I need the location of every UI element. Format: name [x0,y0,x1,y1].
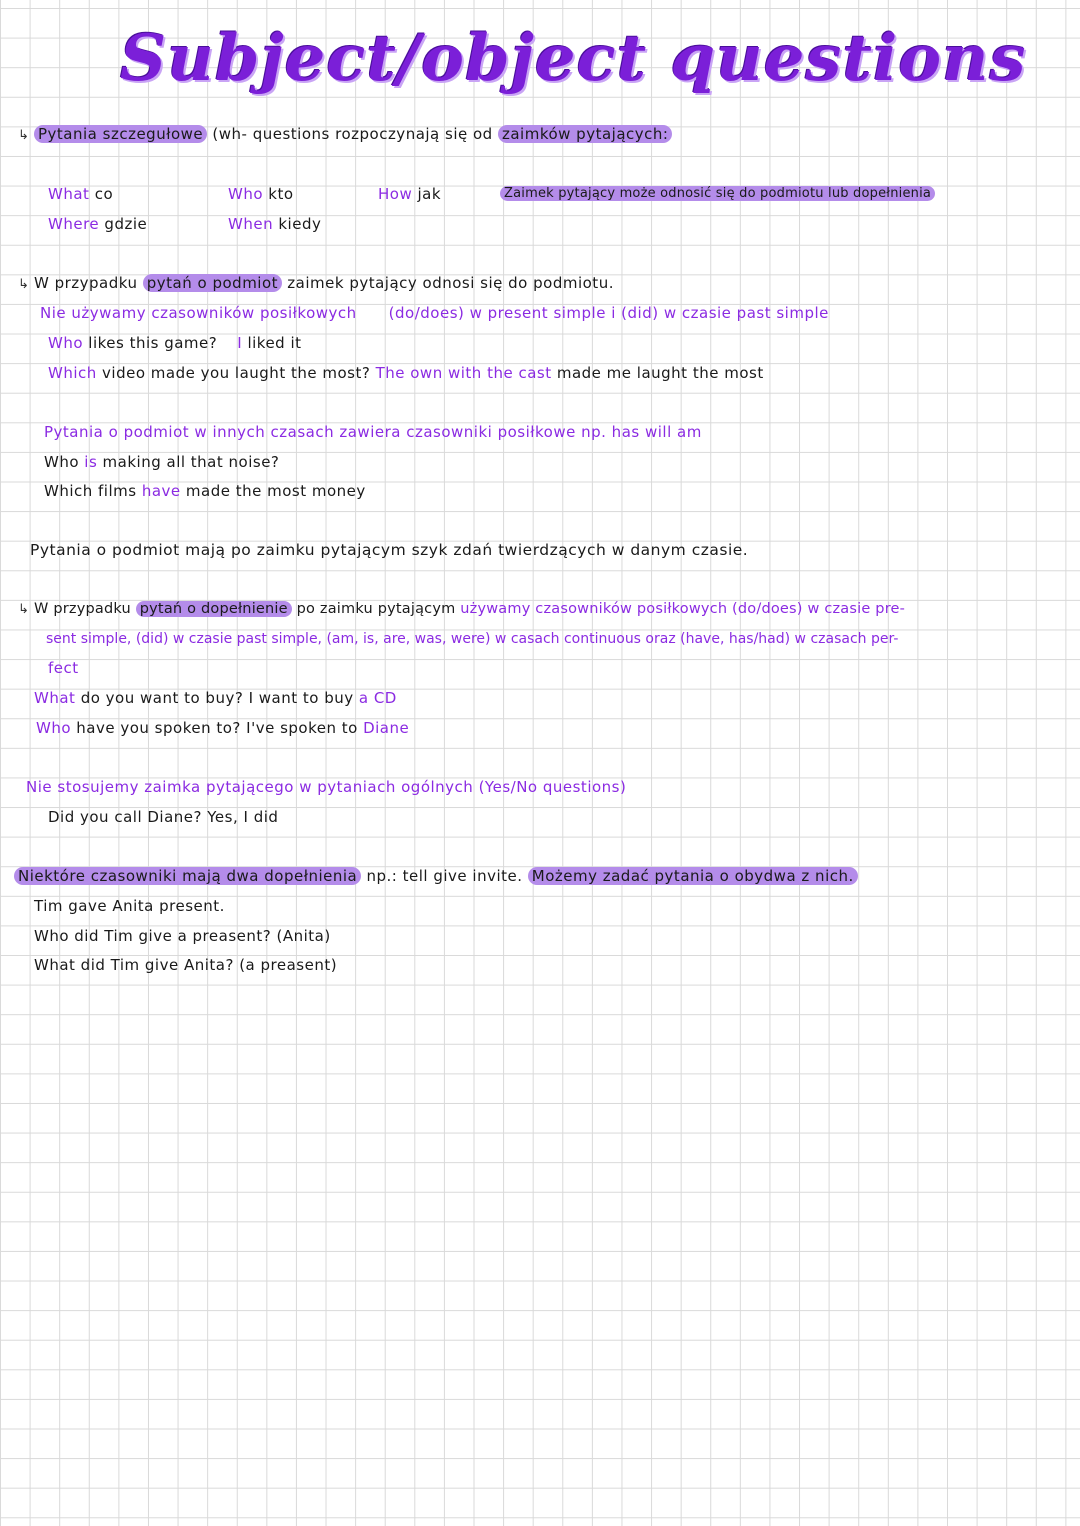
text: Who [44,453,85,471]
pronoun-en: What [48,185,90,203]
pronoun-en: How [378,185,413,203]
subject-example-1 [48,333,302,353]
two-objects-example-1: Tim gave Anita present. [34,897,225,915]
text: made the most money [180,482,366,500]
object-example-2 [36,718,409,738]
highlight-subject: pytań o podmiot [143,274,282,292]
rule-part-a: Nie używamy czasowników posiłkowych [40,304,357,322]
heading-text: np.: tell give invite. [361,867,528,885]
pronoun: Which [48,364,97,382]
pronoun-note [500,184,935,204]
pronoun-pl: jak [417,185,442,203]
object-example-1 [34,688,397,708]
heading-text-rest: zaimek pytający odnosi się do podmiotu. [282,274,614,292]
object: Diane [363,719,410,737]
two-objects-heading [14,866,858,886]
pronoun-en: Who [228,185,264,203]
text: do you want to buy? I want to buy [75,689,359,707]
pronoun-what [48,184,113,204]
object-rule-line-1: używamy czasowników posiłkowych (do/does) w czasie pre- [460,601,906,617]
text: making all that noise? [97,453,280,471]
wh-questions-heading [18,124,672,146]
question: video made you laught the most? [96,364,371,382]
highlight-note: Zaimek pytający może odnosić się do podmiotu lub dopełnienia [500,186,935,201]
object: a CD [358,689,397,707]
highlight-pronouns: zaimków pytających: [498,125,672,143]
subject-questions-heading [18,273,614,295]
highlight-both: Możemy zadać pytania o obydwa z nich. [528,867,858,885]
answer-subject: I [237,334,243,352]
yes-no-rule: Nie stosujemy zaimka pytającego w pytaniach ogólnych (Yes/No questions) [26,778,627,796]
highlight-wh-questions: Pytania szczegułowe [34,125,207,143]
pronoun-pl: kto [268,185,294,203]
rule-part-b: (do/does) w present simple i (did) w czasie past simple [388,304,829,322]
pronoun-who [228,184,294,204]
object-rule-line-2: sent simple, (did) w czasie past simple, (am, is, are, was, were) w casach continuous oraz (have, has/had) w czasach per- [46,631,899,647]
subject-example-3 [44,452,279,472]
two-objects-example-3: What did Tim give Anita? (a preasent) [34,956,338,974]
pronoun-en: When [228,215,274,233]
arrow-icon: ↳ [18,277,30,292]
auxiliary: is [84,453,98,471]
two-objects-example-2: Who did Tim give a preasent? (Anita) [34,927,331,945]
answer: made me laught the most [551,364,764,382]
heading-text: W przypadku [34,274,143,292]
pronoun-where [48,214,147,234]
heading-text-mid: po zaimku pytającym [291,601,461,617]
subject-example-2 [48,363,764,383]
subject-other-tenses-rule: Pytania o podmiot w innych czasach zawiera czasowniki posiłkowe np. has will am [44,423,702,441]
word-order-note: Pytania o podmiot mają po zaimku pytającym szyk zdań twierdzących w danym czasie. [30,541,749,559]
answer-subject: The own with the cast [375,364,552,382]
subject-example-4 [44,481,366,501]
pronoun-how [378,184,441,204]
arrow-icon: ↳ [18,602,30,617]
answer: liked it [242,334,302,352]
yes-no-example: Did you call Diane? Yes, I did [48,808,279,826]
heading-text: (wh- questions rozpoczynają się od [207,125,498,143]
arrow-icon: ↳ [18,128,30,143]
question: likes this game? [83,334,218,352]
heading-text: W przypadku [34,601,136,617]
pronoun: Who [36,719,72,737]
subject-rule [40,303,829,323]
auxiliary: have [141,482,181,500]
highlight-two-objects: Niektóre czasowniki mają dwa dopełnienia [14,867,361,885]
pronoun-pl: co [94,185,114,203]
highlight-object: pytań o dopełnienie [136,601,292,617]
pronoun: What [34,689,76,707]
object-questions-heading [18,599,905,620]
pronoun-pl: gdzie [104,215,148,233]
pronoun: Who [48,334,84,352]
page-title: Subject/object questions [120,21,1027,96]
pronoun-when [228,214,321,234]
pronoun-pl: kiedy [278,215,322,233]
text: have you spoken to? I've spoken to [71,719,364,737]
pronoun-en: Where [48,215,100,233]
text: Which films [44,482,142,500]
object-rule-line-3: fect [48,659,79,677]
